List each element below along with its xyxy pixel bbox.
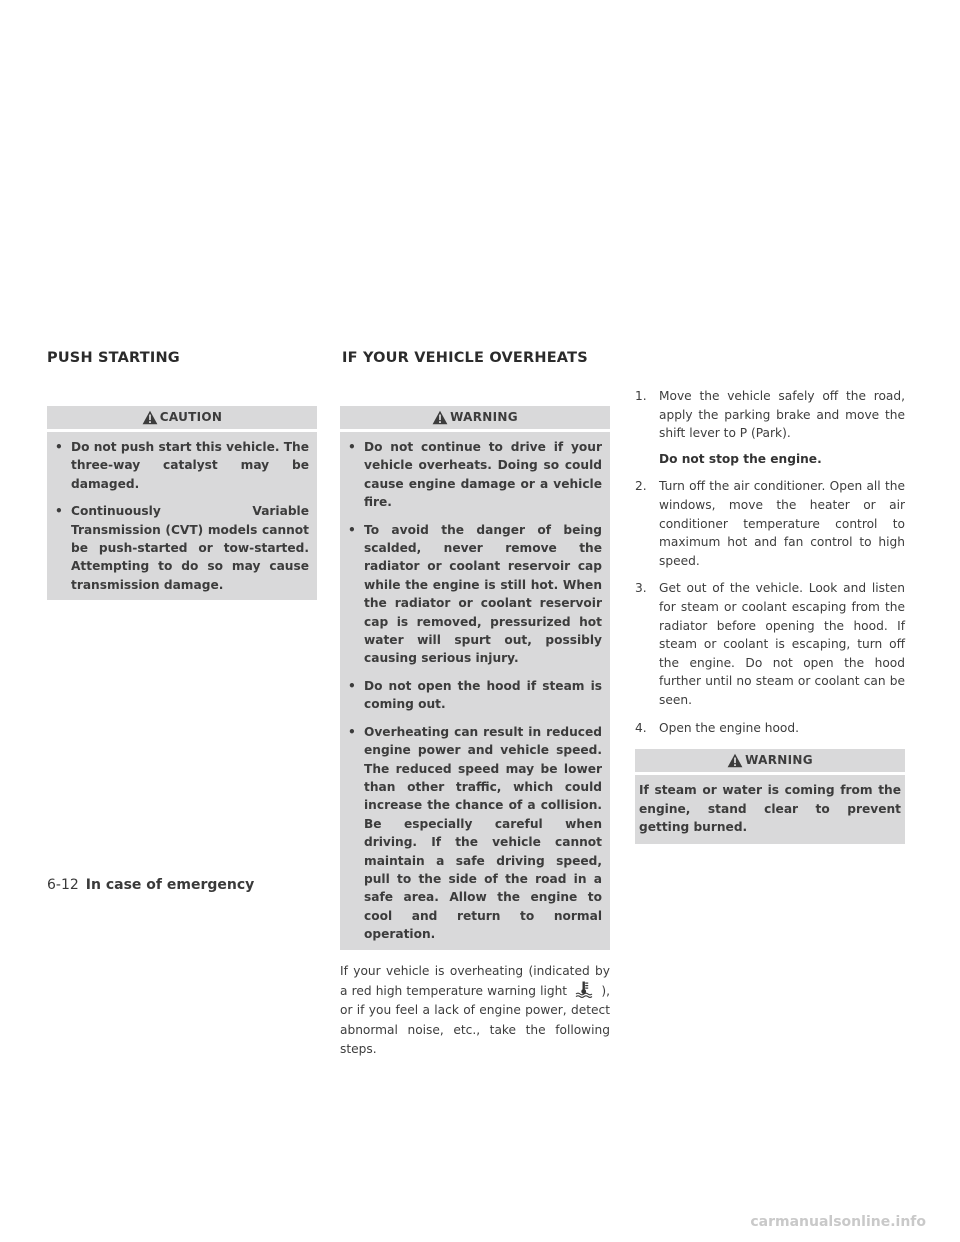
warning-label: WARNING <box>450 410 518 425</box>
warning-item-text: To avoid the danger of being scalded, never remove the radiator or coolant reservoir cap while the engine is still hot. When the radiator or coolant reservoir cap is removed, pressurized hot water will spurt out, possibly causing serious injury. <box>364 522 602 666</box>
step-item <box>635 579 905 709</box>
step-number: 4. <box>635 720 647 735</box>
warning-header <box>635 749 905 772</box>
step-number: 3. <box>635 581 647 596</box>
page-number: 6-12 <box>47 877 79 893</box>
column-3 <box>635 387 905 844</box>
warning-triangle-icon <box>727 753 743 768</box>
caution-body <box>47 432 317 600</box>
warning-label: WARNING <box>745 753 813 768</box>
intro-paragraph <box>340 962 610 1060</box>
step-item <box>635 719 905 738</box>
step-number: 1. <box>635 389 647 403</box>
warning-box-2 <box>635 749 905 844</box>
chapter-title: In case of emergency <box>85 877 255 893</box>
caution-item <box>55 438 309 493</box>
warning-item-text: Do not open the hood if steam is coming out. <box>364 678 602 712</box>
warning-box-1 <box>340 406 610 950</box>
heading-overheats: IF YOUR VEHICLE OVERHEATS <box>342 350 588 366</box>
warning-header <box>340 406 610 429</box>
step-emphasis: Do not stop the engine. <box>659 451 822 466</box>
warning-item-text: Do not continue to drive if your vehicle overheats. Doing so could cause engine damage or a vehicle fire. <box>364 440 602 510</box>
step-text: Open the engine hood. <box>659 720 799 735</box>
bullet-mark: • <box>55 504 63 519</box>
coolant-temperature-icon <box>571 981 597 998</box>
caution-label: CAUTION <box>159 410 223 425</box>
caution-box <box>47 406 317 600</box>
caution-item <box>55 502 309 594</box>
warning-body-text: If steam or water is coming from the engine, stand clear to prevent getting burned. <box>639 783 901 834</box>
bullet-mark: • <box>348 522 356 537</box>
warning-item <box>348 438 602 512</box>
bullet-mark: • <box>348 678 356 693</box>
step-number: 2. <box>635 479 647 494</box>
site-watermark: carmanualsonline.info <box>750 1214 926 1230</box>
step-item <box>635 387 905 443</box>
caution-header <box>47 406 317 429</box>
step-text: Get out of the vehicle. Look and listen for steam or coolant escaping from the radiator before opening the hood. If steam or coolant is escaping, turn off the engine. Do not open the hood further until no steam or coolant can be seen. <box>659 581 905 707</box>
column-1 <box>47 406 317 600</box>
warning-item <box>348 723 602 944</box>
column-2 <box>340 406 610 1060</box>
intro-text-after: ), or if you feel a lack of engine power, detect abnormal noise, etc., take the following steps. <box>340 983 611 1057</box>
warning-item <box>348 677 602 714</box>
intro-text-before: If your vehicle is overheating (indicated by a red high temperature warning light <box>340 963 610 998</box>
caution-item-text: Continuously Variable Transmission (CVT) models cannot be push-started or tow-started. Attempting to do so may cause transmission damage. <box>71 504 309 592</box>
warning-body <box>340 432 610 950</box>
warning-item-text: Overheating can result in reduced engine power and vehicle speed. The reduced speed may be lower than other traffic, which could increase the chance of a collision. Be especially careful when driving. If the vehicle cannot maintain a safe driving speed, pull to the side of the road in a safe area. Allow the engine to cool and return to normal operation. <box>364 724 602 942</box>
bullet-mark: • <box>348 440 356 454</box>
bullet-mark: • <box>348 724 356 739</box>
caution-item-text: Do not push start this vehicle. The three-way catalyst may be damaged. <box>71 440 309 491</box>
heading-push-starting: PUSH STARTING <box>47 350 180 366</box>
warning-triangle-icon <box>142 410 158 425</box>
warning-item <box>348 521 602 668</box>
bullet-mark: • <box>55 440 63 454</box>
step-text: Move the vehicle safely off the road, apply the parking brake and move the shift lever to P (Park). <box>659 389 905 441</box>
step-item <box>635 477 905 570</box>
step-text: Turn off the air conditioner. Open all the windows, move the heater or air conditioner temperature control to maximum hot and fan control to high speed. <box>659 479 905 568</box>
page-footer <box>47 877 254 893</box>
warning-triangle-icon <box>432 410 448 425</box>
